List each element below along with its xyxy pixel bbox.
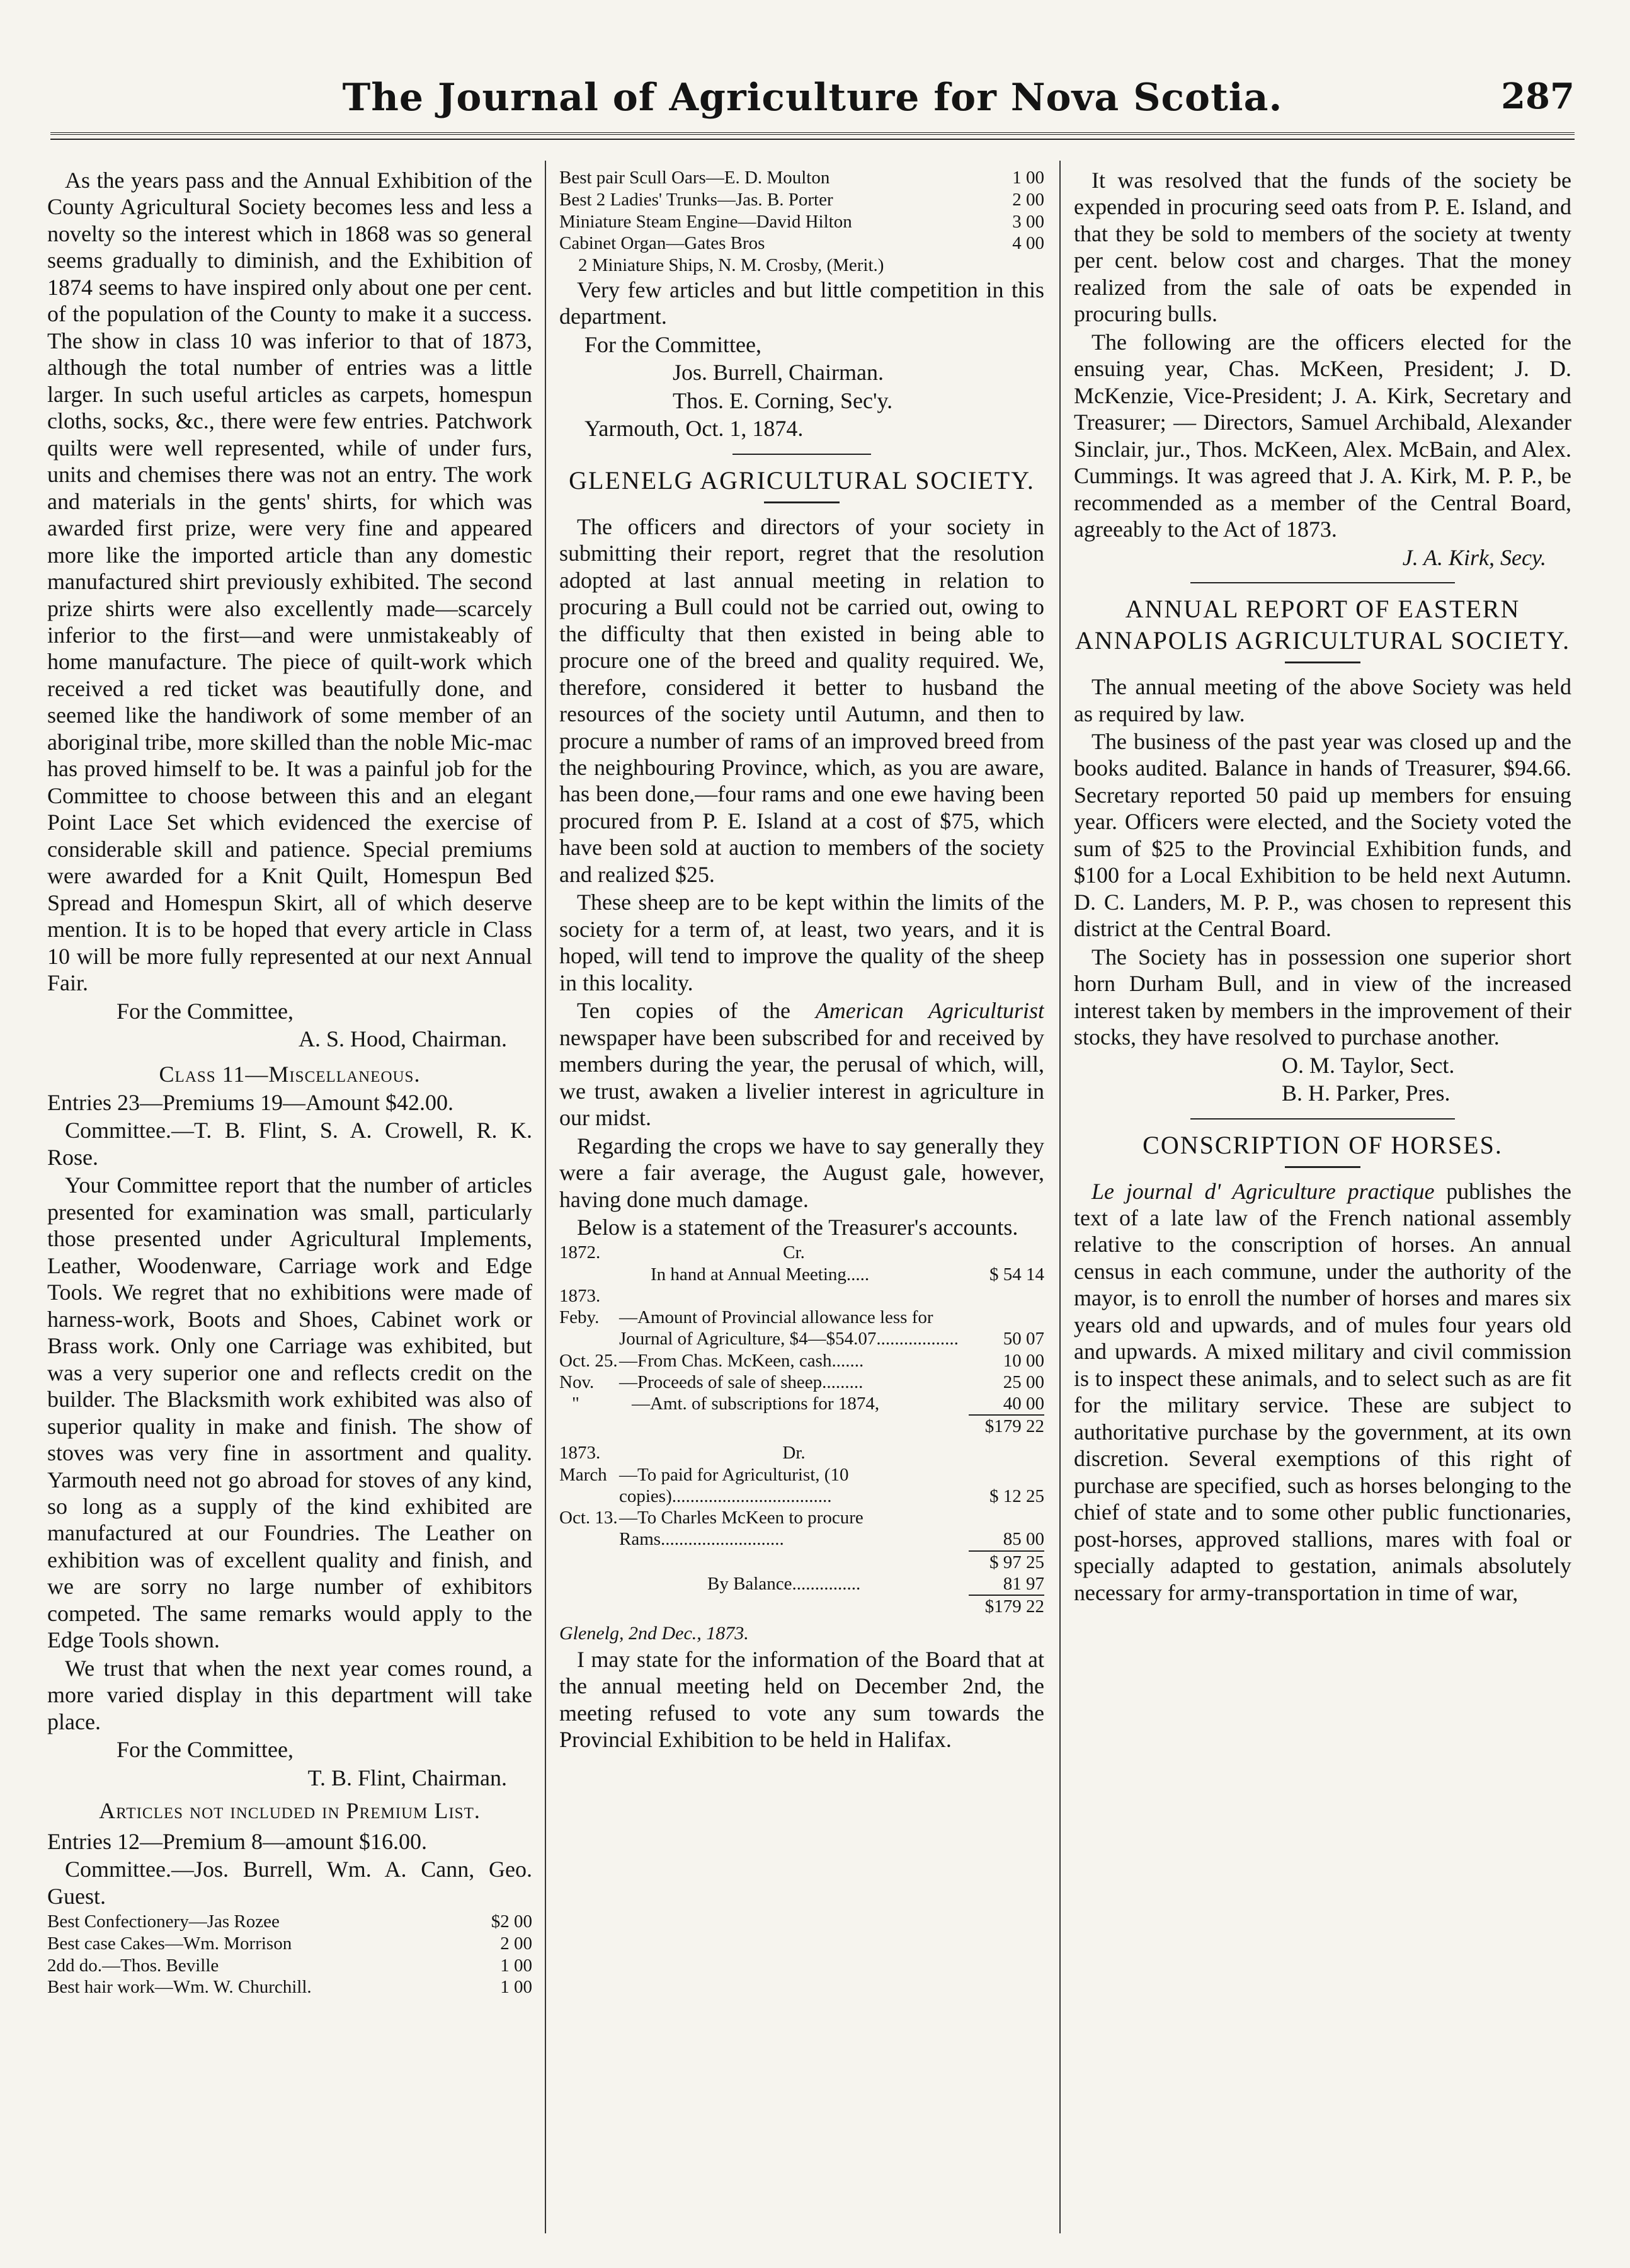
prize-label: Best Confectionery—Jas Rozee: [47, 1911, 280, 1932]
account-amount: 81 97: [1003, 1573, 1044, 1594]
account-amount: $ 54 14: [989, 1264, 1044, 1285]
prize-amount: 2 00: [1012, 189, 1044, 210]
page-number: 287: [1501, 76, 1575, 117]
account-side: Cr.: [783, 1242, 805, 1263]
committee-line: Committee.—Jos. Burrell, Wm. A. Cann, Geo. Guest.: [47, 1857, 532, 1909]
signature-line: For the Committee,: [584, 331, 761, 357]
account-row: [559, 1264, 1044, 1285]
signature-name: Thos. E. Corning, Sec'y.: [673, 387, 893, 413]
heading-rule: [1285, 662, 1360, 663]
prize-amount: 1 00: [1012, 168, 1044, 188]
prize-label: Best pair Scull Oars—E. D. Moulton: [559, 168, 830, 188]
prize-row: [559, 232, 1044, 255]
section-rule: [1190, 582, 1455, 583]
prize-label: Best case Cakes—Wm. Morrison: [47, 1933, 292, 1954]
paragraph: The Society has in possession one superior short horn Durham Bull, and in view of the increased interest taken by members in the improvement of their stocks, they have resolved to purchase another.: [1074, 944, 1571, 1050]
section-heading: ANNUAL REPORT OF EASTERN ANNAPOLIS AGRICULTURAL SOCIETY.: [1074, 595, 1571, 655]
journal-title: The Journal of Agriculture for Nova Scotia.: [342, 76, 1283, 120]
prize-row: [47, 1976, 532, 1998]
account-amount: 40 00: [1003, 1393, 1044, 1414]
paragraph: The officers and directors of your society in submitting their report, regret that the resolution adopted at last annual meeting in relation to procuring a Bull could not be carried out, owing to the difficulty that then existed in being able to procure one of the breed and quality required. We, therefore, considered it better to husband the resources of the society until Autumn, and then to procure a number of rams of an improved breed from the neighbouring Province, which, as you are aware, has been done,—four rams and one ewe having been procured from P. E. Island at a cost of $75, which have been sold at auction to members of the society and realized $25.: [559, 513, 1044, 887]
committee-line: Committee.—T. B. Flint, S. A. Crowell, R. K. Rose.: [47, 1118, 532, 1170]
treasurer-accounts: [559, 1242, 1044, 1617]
account-desc: By Balance...............: [707, 1573, 861, 1594]
account-amount: 50 07: [1003, 1329, 1044, 1349]
account-row: [559, 1307, 1044, 1349]
signature-name: A. S. Hood, Chairman.: [299, 1026, 507, 1051]
prize-amount: 2 00: [500, 1933, 532, 1954]
prize-row: [559, 211, 1044, 233]
paragraph: Very few articles and but little competition in this department.: [559, 277, 1044, 329]
account-row: [559, 1464, 1044, 1507]
section-subheading: Articles not included in Premium List.: [99, 1798, 481, 1824]
account-date: Oct. 13.: [559, 1508, 618, 1528]
paragraph: It was resolved that the funds of the society be expended in procuring seed oats from P. E. Island, and that they be sold to members of the society at twenty per cent. below cost and charges. That the money realized from the sale of oats be expended in procuring bulls.: [1074, 168, 1571, 327]
account-subtotal: $ 97 25: [969, 1550, 1044, 1573]
account-date: ": [572, 1393, 579, 1414]
paragraph: [559, 997, 1044, 1131]
account-total: $179 22: [969, 1414, 1044, 1437]
account-total: $179 22: [969, 1595, 1044, 1617]
signature-name: T. B. Flint, Chairman.: [307, 1765, 507, 1790]
text-run: newspaper have been subscribed for and received by members during the year, the perusal of which, will, we trust, awaken a livelier interest in agriculture in our midst.: [559, 1024, 1044, 1131]
account-date: Nov.: [559, 1372, 595, 1392]
signature-name: J. A. Kirk, Secy.: [1402, 544, 1546, 570]
heading-rule: [1285, 1166, 1360, 1168]
column-divider: [1059, 161, 1061, 2233]
prize-label: Miniature Steam Engine—David Hilton: [559, 211, 852, 232]
prize-label: 2 Miniature Ships, N. M. Crosby, (Merit.): [578, 255, 884, 276]
account-side: Dr.: [782, 1443, 806, 1463]
publication-title: American Agriculturist: [815, 998, 1044, 1024]
account-desc: —Proceeds of sale of sheep.........: [619, 1372, 863, 1392]
account-row: [559, 1285, 1044, 1307]
entries-line: Entries 23—Premiums 19—Amount $42.00.: [47, 1089, 453, 1115]
account-amount: 10 00: [1003, 1350, 1044, 1371]
section-heading: GLENELG AGRICULTURAL SOCIETY.: [569, 466, 1035, 495]
signature-name: O. M. Taylor, Sect.: [1282, 1052, 1455, 1078]
section-subheading: Class 11—Miscellaneous.: [159, 1062, 421, 1087]
account-date: March: [559, 1464, 607, 1485]
signature-name: Jos. Burrell, Chairman.: [673, 360, 884, 386]
account-amount: $ 12 25: [989, 1486, 1044, 1506]
paragraph: The following are the officers elected for the ensuing year, Chas. McKeen, President; J. D. McKenzie, Vice-President; J. A. Kirk, Secretary and Treasurer; — Directors, Samuel Archibald, Alexander Sinclair, jur., Thos. McKeen, Alex. McBain, and Alex. Cummings. It was agreed that J. A. Kirk, M. P. P., be recommended as a member of the Central Board, agreeably to the Act of 1873.: [1074, 329, 1571, 542]
signature-name: B. H. Parker, Pres.: [1282, 1080, 1450, 1106]
prize-label: 2dd do.—Thos. Beville: [47, 1955, 219, 1976]
paragraph: We trust that when the next year comes round, a more varied display in this department will take place.: [47, 1655, 532, 1734]
signature-line: For the Committee,: [117, 1737, 294, 1763]
section-rule: [732, 454, 871, 455]
account-row: [559, 1242, 1044, 1263]
account-row: [559, 1507, 1044, 1550]
dateline: Glenelg, 2nd Dec., 1873.: [559, 1623, 749, 1644]
account-date: Feby.: [559, 1307, 600, 1328]
entries-line: Entries 12—Premium 8—amount $16.00.: [47, 1828, 427, 1854]
account-desc: —Amount of Provincial allowance less for Journal of Agriculture, $4—$54.07..................: [619, 1307, 959, 1349]
text-run: publishes the text of a late law of the French national assembly relative to the conscription of horses. An annual census in each commune, under the authority of the mayor, is to enroll the number of horses and mares six years old and upwards, and of mules four years old and upwards. A mixed military and civil commission is to inspect these animals, and to select such as are fit for the military service. These are subject to authoritative purchase by the government, at its own discretion. Several exemptions of this right of purchase are specified, such as horses belonging to the chief of state and to some other public functionaries, post-horses, approved stallions, mares with foal or specially adapted to gestation, animals absolutely necessary for army-transportation in time of war,: [1074, 1178, 1571, 1605]
prize-row: [559, 189, 1044, 211]
prize-amount: $2 00: [491, 1911, 532, 1932]
prize-row: [47, 1911, 532, 1933]
account-total-row: [559, 1414, 1044, 1437]
account-total-row: [559, 1550, 1044, 1573]
prize-row: [47, 1933, 532, 1955]
section-rule: [1190, 1118, 1455, 1120]
paragraph: [1074, 1178, 1571, 1606]
account-desc: —To Charles McKeen to procure Rams...........................: [619, 1508, 863, 1550]
account-year: 1873.: [559, 1443, 601, 1463]
prize-amount: 4 00: [1012, 233, 1044, 254]
account-total-row: [559, 1595, 1044, 1617]
publication-title: Le journal d' Agriculture practique: [1091, 1178, 1435, 1204]
prize-amount: 3 00: [1012, 211, 1044, 232]
account-desc: —To paid for Agriculturist, (10 copies)...................................: [619, 1464, 849, 1506]
prize-row: [559, 167, 1044, 189]
paragraph: Regarding the crops we have to say generally they were a fair average, the August gale, however, having done much damage.: [559, 1133, 1044, 1212]
account-desc: —From Chas. McKeen, cash.......: [619, 1350, 864, 1371]
prize-row: [559, 255, 1044, 277]
section-heading: CONSCRIPTION OF HORSES.: [1143, 1130, 1503, 1159]
paragraph: The business of the past year was closed up and the books audited. Balance in hands of Treasurer, $94.66. Secretary reported 50 paid up members for ensuing year. Officers were elected, and the Society voted the sum of $25 to the Provincial Exhibition funds, and $100 for a Local Exhibition to be held next Autumn. D. C. Landers, M. P. P., was chosen to represent this district at the Central Board.: [1074, 728, 1571, 942]
header-rule: [50, 132, 1575, 140]
prize-label: Best hair work—Wm. W. Churchill.: [47, 1977, 312, 1998]
account-date: Oct. 25.: [559, 1350, 618, 1371]
paragraph: Your Committee report that the number of articles presented for examination was small, particularly those presented under Agricultural Implements, Leather, Woodenware, Carriage work and Edge Tools. We regret that no exhibitions were made of harness-work, Boots and Shoes, Cabinet work or Brass work. Only one Carriage was exhibited, but was a very superior one and reflects credit on the builder. The Blacksmith work exhibited was also of superior quality in make and finish. The show of stoves was very fine in assortment and quality. Yarmouth need not go abroad for stoves of any kind, so long as a supply of the kind exhibited are manufactured at our Foundries. The Leather on exhibition was of excellent quality and finish, and we are sorry no large number of exhibitors competed. The same remarks would apply to the Edge Tools shown.: [47, 1172, 532, 1653]
signature-line: For the Committee,: [117, 998, 294, 1024]
prize-amount: 1 00: [500, 1977, 532, 1998]
prize-amount: [969, 255, 1044, 277]
account-year: 1873.: [559, 1285, 601, 1306]
prize-row: [47, 1955, 532, 1977]
column-3: [1074, 167, 1571, 2227]
account-row: [559, 1372, 1044, 1393]
paragraph: I may state for the information of the Board that at the annual meeting held on December 2nd, the meeting refused to vote any sum towards the Provincial Exhibition to be held in Halifax.: [559, 1646, 1044, 1752]
account-desc: In hand at Annual Meeting.....: [651, 1264, 870, 1285]
account-amount: 25 00: [1003, 1372, 1044, 1392]
paragraph: As the years pass and the Annual Exhibition of the County Agricultural Society becomes less and less a novelty so the interest which in 1868 was so general seems gradually to diminish, and the Exhibition of 1874 seems to have inspired only about one per cent. of the population of the County to make it a success. The show in class 10 was inferior to that of 1873, although the total number of entries was a little larger. In such useful articles as carpets, homespun cloths, socks, &c., there were few entries. Patchwork quilts were well represented, while of under furs, units and chemises there was not an entry. The work and materials in the gents' shirts, for which was awarded first prize, were very fine and appeared more like the imported article than any domestic manufactured shirt previously exhibited. The second prize shirts were also excellently made—scarcely inferior to the first—and were unmistakeably of home manufacture. The piece of quilt-work which received a red ticket was beautifully done, and seemed like the handiwork of some member of an aboriginal tribe, more skilled than the noble Mic-mac has proved himself to be. It was a painful job for the Committee to choose between this and an elegant Point Lace Set which evidenced the exercise of considerable skill and patience. Special premiums were awarded for a Knit Quilt, Homespun Bed Spread and Homespun Skirt, all of which deserve mention. It is to be hoped that every article in Class 10 will be more fully represented at our next Annual Fair.: [47, 168, 532, 996]
account-amount: 85 00: [1003, 1529, 1044, 1550]
account-desc: —Amt. of subscriptions for 1874,: [632, 1393, 880, 1414]
prize-amount: 1 00: [500, 1955, 532, 1976]
paragraph: Below is a statement of the Treasurer's accounts.: [577, 1214, 1018, 1240]
account-row: [559, 1350, 1044, 1372]
paragraph: These sheep are to be kept within the limits of the society for a term of, at least, two years, and it is hoped, will tend to improve the quality of the sheep in this locality.: [559, 890, 1044, 995]
place-date: Yarmouth, Oct. 1, 1874.: [584, 416, 804, 442]
column-2: [559, 167, 1044, 2227]
account-row: [559, 1393, 1044, 1414]
text-run: Ten copies of the: [577, 998, 816, 1024]
heading-rule: [764, 501, 840, 503]
prize-label: Cabinet Organ—Gates Bros: [559, 233, 765, 254]
column-1: [47, 167, 532, 2227]
account-year: 1872.: [559, 1242, 601, 1263]
column-divider: [545, 161, 546, 2233]
prize-label: Best 2 Ladies' Trunks—Jas. B. Porter: [559, 189, 833, 210]
account-row: [559, 1442, 1044, 1463]
paragraph: The annual meeting of the above Society was held as required by law.: [1074, 674, 1571, 726]
account-row: [559, 1573, 1044, 1595]
